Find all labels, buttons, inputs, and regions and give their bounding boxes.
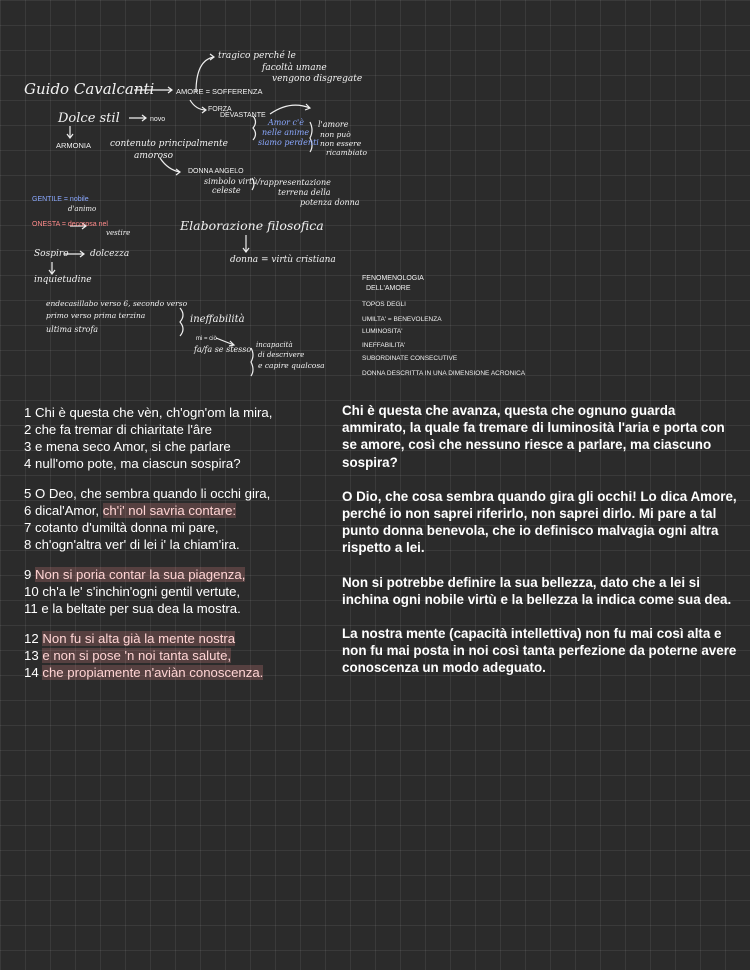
poem-line-7: 7 cotanto d'umiltà donna mi pare,	[24, 520, 219, 535]
primo-verso-label: primo verso prima terzina	[46, 311, 146, 320]
poem-line-6-highlight: ch'i' nol savria contare:	[102, 503, 237, 518]
translation-column	[342, 402, 737, 694]
poem-line-13-number: 13	[24, 648, 43, 663]
ultima-strofa-label: ultima strofa	[46, 325, 99, 334]
poem-line-12	[24, 630, 334, 647]
poem-line-8: 8 ch'ogn'altra ver' di lei i' la chiam'ira.	[24, 537, 240, 552]
poem-line-6	[24, 502, 334, 519]
poem-line-13-highlight: e non si pose 'n noi tanta salute,	[42, 648, 232, 663]
fa-se-label: fa/fa se stesso	[194, 345, 252, 354]
poem-line-10: 10 ch'a le' s'inchin'ogni gentil vertute,	[24, 584, 241, 599]
poem-line-14-number: 14	[24, 665, 43, 680]
novo-label: novo	[150, 116, 166, 123]
vestire-label: vestire	[106, 229, 131, 237]
mi-vien-label: mi = ciò	[196, 336, 217, 342]
translation-paragraph-1: Chi è questa che avanza, questa che ognuno guarda ammirato, la quale fa tremare di luminosità l'aria e porta con se amore, così che nessuno riesce a parlare, ma ciascuno sospira?	[342, 403, 725, 470]
amoroso-label: amoroso	[134, 151, 174, 161]
stanza-3	[24, 566, 334, 617]
topos-label: TOPOS DEGLI	[362, 301, 406, 308]
poem-line-14	[24, 664, 334, 681]
poem-line-12-number: 12	[24, 631, 43, 646]
poem-line-13	[24, 647, 334, 664]
rappresentazione-label: rappresentazione	[260, 178, 331, 187]
non-essere-label: non essere	[320, 139, 362, 148]
potenza-label: potenza donna	[300, 198, 360, 207]
contenuto-label: contenuto principalmente	[110, 139, 228, 149]
sospiro-label: Sospiro	[34, 249, 69, 259]
celeste-label: celeste	[212, 186, 241, 195]
di-descrivere-label: di descrivere	[258, 351, 305, 359]
poem-line-3: 3 e mena seco Amor, si che parlare	[24, 439, 231, 454]
facolta-label: facoltà umane	[262, 63, 327, 73]
stanza-2	[24, 485, 334, 553]
tragico-label: tragico perché le	[218, 51, 296, 61]
luminosita-label: LUMINOSITA'	[362, 328, 403, 335]
translation-paragraph-3: Non si potrebbe definire la sua bellezza, dato che a lei si inchina ogni nobile virtù e la bellezza la indica come sua dea.	[342, 574, 732, 607]
ineffabilita-label: ineffabilità	[190, 314, 245, 325]
translation-paragraph-4: La nostra mente (capacità intellettiva) non fu mai così alta e non fu mai posta in noi così tanta perfezione da poterne avere conoscenza un modo adeguato.	[342, 626, 737, 676]
danimo-label: d'animo	[68, 205, 97, 213]
armonia-label: ARMONIA	[56, 141, 92, 150]
forza-label: FORZA	[208, 106, 232, 113]
gentile-label: GENTILE = nobile	[32, 196, 89, 203]
nelle-anime-label: nelle anime	[262, 128, 310, 137]
poem-line-9-number: 9	[24, 567, 35, 582]
elaborazione-label: Elaborazione filosofica	[180, 218, 324, 233]
inquietudine-label: inquietudine	[34, 275, 92, 285]
stanza-1	[24, 404, 334, 472]
incapacita-label: incapacità	[256, 341, 293, 349]
subordinate-label: SUBORDINATE CONSECUTIVE	[362, 355, 458, 362]
terrena-label: terrena della	[278, 188, 331, 197]
mindmap-arrows	[0, 0, 750, 400]
siamo-perdenti-label: siamo perdenti	[258, 138, 319, 147]
poem-line-5: 5 O Deo, che sembra quando li occhi gira,	[24, 486, 271, 501]
dell-amore-label: DELL'AMORE	[366, 285, 411, 292]
donna-virtu-label: donna = virtù cristiana	[230, 255, 336, 265]
donna-descritta-label: DONNA DESCRITTA IN UNA DIMENSIONE ACRONICA	[362, 370, 526, 377]
non-puo-label: non può	[320, 130, 351, 139]
devastante-label: DEVASTANTE	[220, 112, 266, 119]
poem-line-4: 4 null'omo pote, ma ciascun sospira?	[24, 456, 241, 471]
e-capire-label: e capire qualcosa	[258, 361, 325, 370]
poem-line-6-start: 6 dical'Amor,	[24, 503, 103, 518]
stanza-4	[24, 630, 334, 681]
dolcezza-label: dolcezza	[90, 249, 130, 259]
amor-ce-label: Amor c'è	[268, 118, 304, 127]
poem-line-9-highlight: Non si poria contar la sua piagenza,	[35, 567, 246, 582]
ineffabilita-caps-label: INEFFABILITA'	[362, 342, 406, 349]
lamore-label: l'amore	[318, 120, 349, 129]
onesta-label: ONESTA = decorosa nel	[32, 221, 108, 228]
poem-line-12-highlight: Non fu si alta già la mente nostra	[42, 631, 236, 646]
translation-paragraph-2: O Dio, che cosa sembra quando gira gli occhi! Lo dica Amore, perché io non saprei riferirlo, non saprei dirlo. Mi pare a tal punto donna benevola, che io definisco malvagia ogni altra rispetto a lei.	[342, 488, 737, 556]
root-title: Guido Cavalcanti	[24, 80, 155, 98]
poem-line-2: 2 che fa tremar di chiaritate l'âre	[24, 422, 212, 437]
donna-angelo-label: DONNA ANGELO	[188, 168, 244, 175]
vengono-label: vengono disgregate	[272, 74, 363, 84]
ricambiato-label: ricambiato	[326, 148, 367, 157]
amore-label: AMORE = SOFFERENZA	[176, 87, 263, 96]
dolce-stil-label: Dolce stil	[58, 111, 120, 126]
endecasillabo-label: endecasillabo verso 6, secondo verso	[46, 299, 188, 308]
simbolo-label: simbolo virtù/	[204, 177, 261, 186]
fenomenologia-label: FENOMENOLOGIA	[362, 275, 424, 282]
poem-line-1: 1 Chi è questa che vèn, ch'ogn'om la mira,	[24, 405, 273, 420]
umilta-label: UMILTA' = BENEVOLENZA	[362, 316, 442, 323]
poem-line-9	[24, 566, 334, 583]
poem-column	[24, 404, 334, 694]
poem-line-11: 11 e la beltate per sua dea la mostra.	[24, 601, 241, 616]
poem-line-14-highlight: che propiamente n'aviàn conoscenza.	[42, 665, 264, 680]
